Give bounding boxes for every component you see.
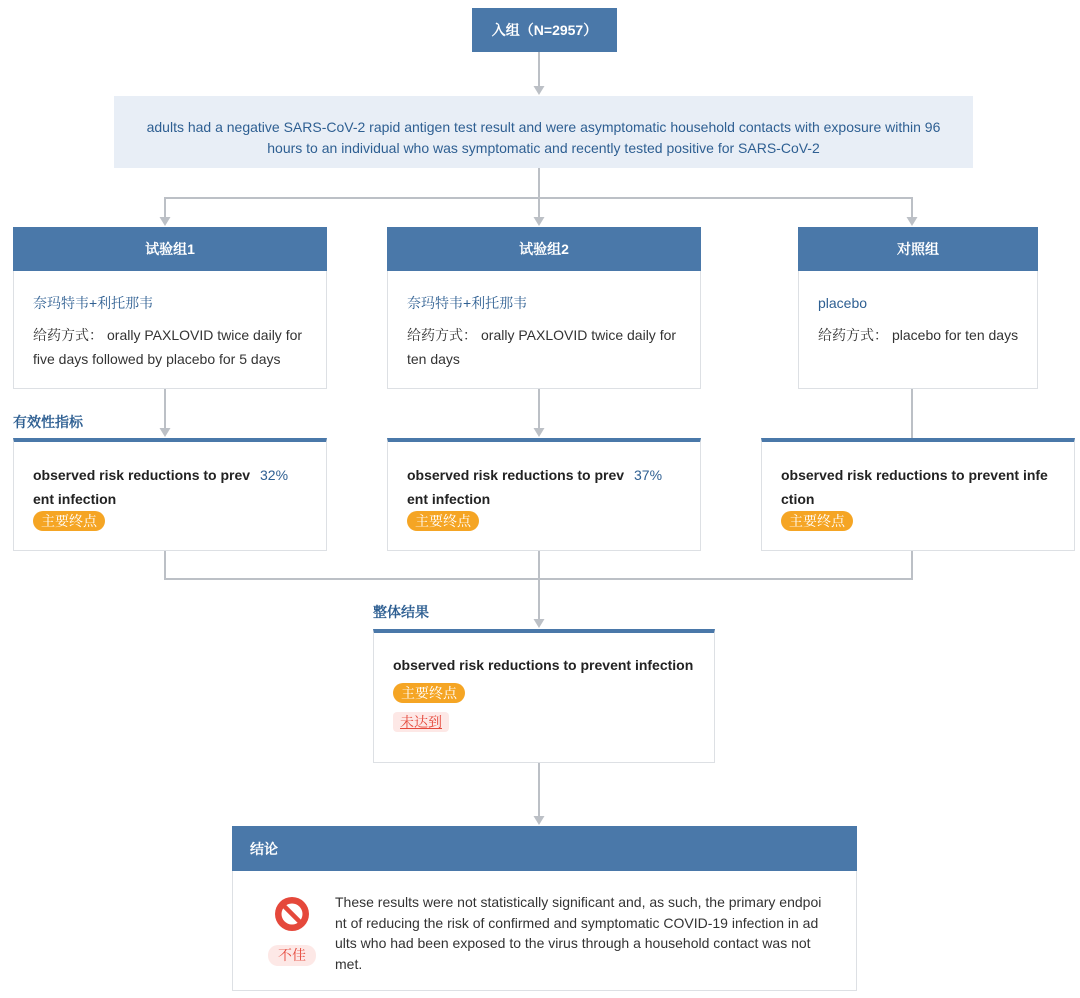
primary-endpoint-badge: 主要终点 <box>781 511 853 531</box>
population-criteria-text: adults had a negative SARS-CoV-2 rapid antigen test result and were asymptomatic household contacts with exposure within 96 hours to an individual who was symptomatic and recently tested positive for SARS-CoV-2 <box>146 119 941 156</box>
arm-drug: 奈玛特韦+利托那韦 <box>407 295 528 311</box>
population-criteria-box <box>114 96 973 168</box>
arm-body-2 <box>387 271 701 389</box>
badge-row <box>393 683 714 703</box>
endpoint-title: observed risk reductions to prevent infection <box>407 467 625 507</box>
arm-title: 试验组2 <box>519 241 569 257</box>
arrowhead <box>534 428 545 437</box>
administration-value: orally PAXLOVID twice daily for five days followed by placebo for 5 days <box>33 327 303 367</box>
conclusion-header <box>232 826 857 871</box>
efficacy-card-2 <box>387 438 701 551</box>
endpoint-value: 37% <box>634 467 663 483</box>
endpoint-row <box>407 463 700 511</box>
overall-section-label: 整体结果 <box>373 604 429 620</box>
arm-administration <box>33 323 314 371</box>
administration-label: 给药方式： <box>33 327 103 343</box>
conclusion-title: 结论 <box>250 840 278 857</box>
endpoint-title: observed risk reductions to prevent infection <box>781 467 1048 507</box>
efficacy-section-label: 有效性指标 <box>13 414 83 430</box>
arrowhead <box>907 217 918 226</box>
arrowhead <box>534 86 545 95</box>
endpoint-title: observed risk reductions to prevent infection <box>393 657 694 673</box>
status-row <box>393 712 714 732</box>
endpoint-row <box>781 463 1074 511</box>
efficacy-card-1 <box>13 438 327 551</box>
endpoint-title: observed risk reductions to prevent infection <box>33 467 251 507</box>
arrowhead <box>160 217 171 226</box>
prohibited-icon <box>275 897 309 931</box>
status-badge: 未达到 <box>393 712 449 732</box>
conclusion-text: These results were not statistically significant and, as such, the primary endpoint of reducing the risk of confirmed and symptomatic COVID-19 infection in adults who had been exposed to the virus through a household contact was not met. <box>335 894 822 972</box>
arrowhead <box>534 619 545 628</box>
arrowhead <box>160 428 171 437</box>
verdict-badge: 不佳 <box>268 945 316 966</box>
endpoint-row <box>33 463 326 511</box>
administration-value: orally PAXLOVID twice daily for ten days <box>407 327 677 367</box>
enrollment-box <box>472 8 617 52</box>
arrowhead <box>534 816 545 825</box>
arm-administration <box>407 323 688 371</box>
arm-title: 对照组 <box>897 241 939 257</box>
arm-drug: placebo <box>818 295 868 311</box>
arm-body-3 <box>798 271 1038 389</box>
administration-label: 给药方式： <box>407 327 477 343</box>
primary-endpoint-badge: 主要终点 <box>407 511 479 531</box>
administration-value: placebo for ten days <box>892 327 1019 343</box>
arm-header-3 <box>798 227 1038 271</box>
primary-endpoint-badge: 主要终点 <box>33 511 105 531</box>
conclusion-body <box>232 871 857 991</box>
arm-body-1 <box>13 271 327 389</box>
administration-label: 给药方式： <box>818 327 888 343</box>
badge-row <box>33 511 326 531</box>
arm-title: 试验组1 <box>145 241 195 257</box>
efficacy-card-3 <box>761 438 1075 551</box>
overall-result-card <box>373 629 715 763</box>
badge-row <box>407 511 700 531</box>
enrollment-label: 入组（N=2957） <box>491 22 598 38</box>
badge-row <box>781 511 1074 531</box>
arm-drug: 奈玛特韦+利托那韦 <box>33 295 154 311</box>
arm-administration <box>818 323 1025 347</box>
arm-header-1 <box>13 227 327 271</box>
endpoint-value: 32% <box>260 467 289 483</box>
arrowhead <box>534 217 545 226</box>
arm-header-2 <box>387 227 701 271</box>
primary-endpoint-badge: 主要终点 <box>393 683 465 703</box>
